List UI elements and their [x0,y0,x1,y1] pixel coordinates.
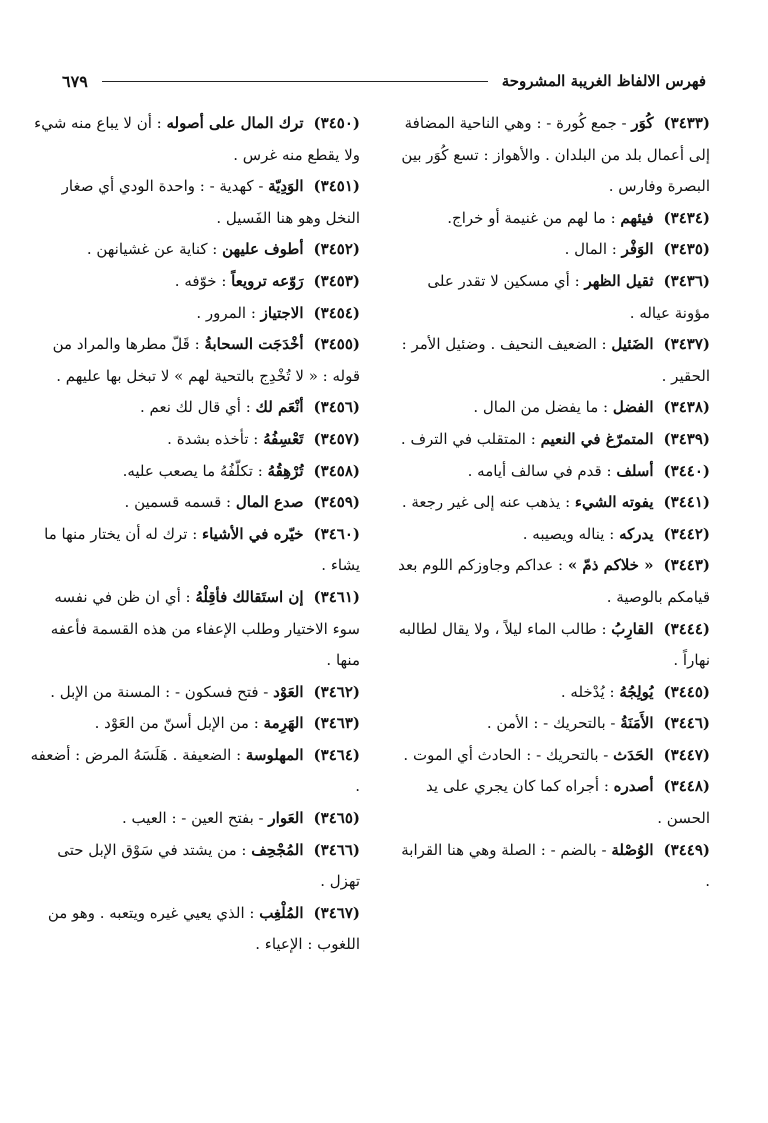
glossary-entry [24,487,360,519]
glossary-entry [24,740,360,803]
entry-definition: - بفتح العين - : العيب . [121,809,269,828]
entry-number: (٣٤٤٧) [663,745,710,764]
entry-number: (٣٤٥٢) [313,240,360,259]
entry-number: (٣٤٤٩) [663,840,710,859]
entry-definition: : أي قال لك نعم . [139,398,256,417]
entry-number: (٣٤٣٦) [663,271,710,290]
entry-number: (٣٤٥٥) [313,335,360,354]
entry-definition: : المال . [564,240,622,259]
entry-number: (٣٤٦٤) [313,745,360,764]
entry-number: (٣٤٣٥) [663,240,710,259]
glossary-entry [24,582,360,677]
glossary-entry [392,519,710,551]
entry-headword: الوَدِيّة [268,177,304,196]
entry-number: (٣٤٥٠) [313,114,360,132]
glossary-entry [24,108,360,171]
entry-number: (٣٤٤٨) [663,777,710,796]
glossary-entry [24,424,360,456]
entry-headword: أنْعَم لك [255,398,304,417]
entry-definition: : ما لهم من غنيمة أو خراج. [447,208,621,227]
entry-headword: صدع المال [235,493,304,512]
glossary-entry [24,234,360,266]
glossary-entry [24,171,360,234]
entry-headword: العَوار [268,809,304,828]
entry-headword: الضَئيل [611,335,654,354]
entry-definition: - فتح فسكون - : المسنة من الإبل . [50,682,274,701]
entry-definition: : تكلّفُهُ ما يصعب عليه. [122,461,268,480]
glossary-entry [392,329,710,392]
entry-headword: أسلف [616,461,654,480]
glossary-entry [24,266,360,298]
entry-number: (٣٤٥٣) [313,271,360,290]
header-rule [102,81,488,82]
entry-definition: : قسمه قسمين . [124,493,236,512]
entry-definition: - كهدية - : واحدة الودي أي صغار النخل وهو هنا الفَسيل . [61,177,360,227]
entry-headword: تُرْهِقُهُ [267,461,304,480]
entry-definition: : أجراه كما كان يجري على يد الحسن . [426,777,710,828]
entry-headword: تَعْسِفُهُ [263,429,304,448]
glossary-entry [24,835,360,898]
glossary-entry [392,266,710,329]
entry-number: (٣٤٣٧) [663,335,710,354]
entry-number: (٣٤٥٨) [313,461,360,480]
entry-number: (٣٤٤٠) [663,461,710,480]
entry-definition: : تأخذه بشدة . [167,429,264,448]
glossary-entry [392,708,710,740]
glossary-entry [24,329,360,392]
glossary-entry [24,898,360,961]
entry-number: (٣٤٥٦) [313,398,360,417]
glossary-entry [392,740,710,772]
entry-number: (٣٤٥١) [313,177,360,196]
entry-definition: : أي ان ظن في نفسه سوء الاختيار وطلب الإعفاء من هذه القسمة فأعفه منها . [50,587,360,670]
glossary-entry [24,803,360,835]
entry-definition: : يُدْخله . [560,682,620,701]
entry-headword: الهَرِمة [263,714,304,733]
entry-definition: : قدم في سالف أيامه . [467,461,617,480]
entry-headword: إن استَقالك فأقِلْهُ [195,587,304,606]
entry-number: (٣٤٦٧) [313,903,360,922]
entry-number: (٣٤٦٠) [313,524,360,543]
entry-number: (٣٤٤٢) [663,524,710,543]
entry-definition: : من يشتد في سَوْق الإبل حتى تهزل . [57,840,360,891]
entry-definition: : عداكم وجاوزكم اللوم بعد قيامكم بالوصية . [398,556,710,606]
entry-number: (٣٤٤١) [663,493,710,512]
glossary-entry [392,392,710,424]
glossary-entry [24,519,360,582]
entry-definition: : الضعيفة . هَلَسَهُ المرض : أضعفه . [30,745,360,796]
page-header [62,68,706,94]
glossary-entry [24,677,360,709]
entry-definition: : من الإبل أسنّ من العَوْد . [94,714,264,733]
glossary-entry [24,456,360,488]
entry-headword: ثقيل الظهر [584,271,654,290]
glossary-entry [392,835,710,898]
entry-definition: : المتقلب في الترف . [400,429,541,448]
entry-headword: ترك المال على أصوله [166,114,304,132]
glossary-entry [24,708,360,740]
glossary-entry [24,298,360,330]
entry-number: (٣٤٥٤) [313,303,360,322]
entry-headword: الحَدَث [613,745,654,764]
glossary-entry [392,203,710,235]
entry-definition: - بالتحريك - : الحادث أي الموت . [403,745,614,764]
entry-number: (٣٤٣٨) [663,398,710,417]
entry-definition: : يناله ويصيبه . [522,524,620,543]
glossary-entry [392,677,710,709]
entry-headword: المُجْحِف [251,840,304,859]
entry-headword: رَوّعه ترويعاً [231,271,304,290]
entry-number: (٣٤٤٥) [663,682,710,701]
entry-definition: - جمع كُورة - : وهي الناحية المضافة إلى أعمال بلد من البلدان . والأهواز : تسع كُوَر بين البصرة وفارس . [401,114,710,196]
entry-definition: : طالب الماء ليلاً ، ولا يقال لطالبه نهاراً . [398,619,710,670]
entry-headword: فيئهم [620,208,654,227]
entry-number: (٣٤٣٩) [663,429,710,448]
entry-headword: المتمرّغ في النعيم [540,429,654,448]
entry-number: (٣٤٥٧) [313,429,360,448]
glossary-entry [392,456,710,488]
entry-number: (٣٤٦٣) [313,714,360,733]
entry-headword: المهلوسة [245,745,304,764]
entry-definition: : الذي يعيي غيره ويتعبه . وهو من اللغوب : الإعياء . [47,903,360,954]
entry-headword: أطوف عليهن [222,240,304,259]
glossary-entry [392,771,710,834]
entry-definition: : الضعيف النحيف . وضئيل الأمر : الحقير . [401,335,710,385]
entry-definition: - بالضم - : الصلة وهي هنا القرابة . [401,840,710,891]
entry-number: (٣٤٦٦) [313,840,360,859]
entry-definition: : ما يفضل من المال . [473,398,613,417]
entry-definition: : المرور . [196,303,261,322]
entry-headword: الوَفْر [621,240,654,259]
entry-headword: يفوته الشيء [574,493,654,512]
glossary-entry [24,392,360,424]
glossary-entry [392,108,710,203]
left-column [24,108,360,961]
entry-number: (٣٤٣٤) [663,208,710,227]
entry-definition: : كناية عن غشيانهن . [86,240,223,259]
entry-definition: : قَلّ مطرها والمراد من قوله : « لا تُخْدِج بالتحية لهم » لا تبخل بها عليهم . [52,335,360,385]
entry-definition: : أي مسكين لا تقدر على مؤونة عياله . [427,271,710,322]
entry-headword: العَوْد [273,682,304,701]
entry-definition: : خوّفه . [174,271,232,290]
entry-definition: : ترك له أن يختار منها ما يشاء . [44,524,360,575]
entry-definition: - بالتحريك - : الأمن . [486,714,621,733]
glossary-entry [392,234,710,266]
right-column [392,108,710,898]
running-title: فهرس الالفاظ الغريبة المشروحة [501,72,706,90]
entry-headword: يدركه [619,524,654,543]
entry-number: (٣٤٤٣) [663,556,710,575]
entry-number: (٣٤٤٤) [663,619,710,638]
entry-headword: يُولِجُهُ [619,682,654,701]
entry-headword: القارِبُ [611,619,654,638]
entry-headword: الوُصْلة [611,840,654,859]
entry-number: (٣٤٤٦) [663,714,710,733]
entry-headword: الاجتياز [260,303,304,322]
entry-headword: خيّره في الأشياء [202,524,304,543]
entry-headword: الفضل [612,398,654,417]
entry-headword: الأَمَنَةُ [620,714,654,733]
entry-definition: : يذهب عنه إلى غير رجعة . [401,493,575,512]
entry-number: (٣٤٦٥) [313,809,360,828]
entry-number: (٣٤٣٣) [663,114,710,132]
glossary-entry [392,424,710,456]
entry-headword: « خلاكم ذمّ » [567,556,654,575]
entry-headword: كُوَر [631,114,654,132]
page-number: ٦٧٩ [62,71,88,91]
glossary-entry [392,550,710,613]
entry-definition: : أن لا يباع منه شيء ولا يقطع منه غرس . [34,114,360,164]
entry-number: (٣٤٦١) [313,587,360,606]
entry-number: (٣٤٥٩) [313,493,360,512]
glossary-entry [392,487,710,519]
entry-headword: المُلْغِب [259,903,304,922]
entry-headword: أخْدَجَت السحابةُ [204,335,304,354]
entry-headword: أصدره [613,777,654,796]
entry-number: (٣٤٦٢) [313,682,360,701]
glossary-entry [392,614,710,677]
